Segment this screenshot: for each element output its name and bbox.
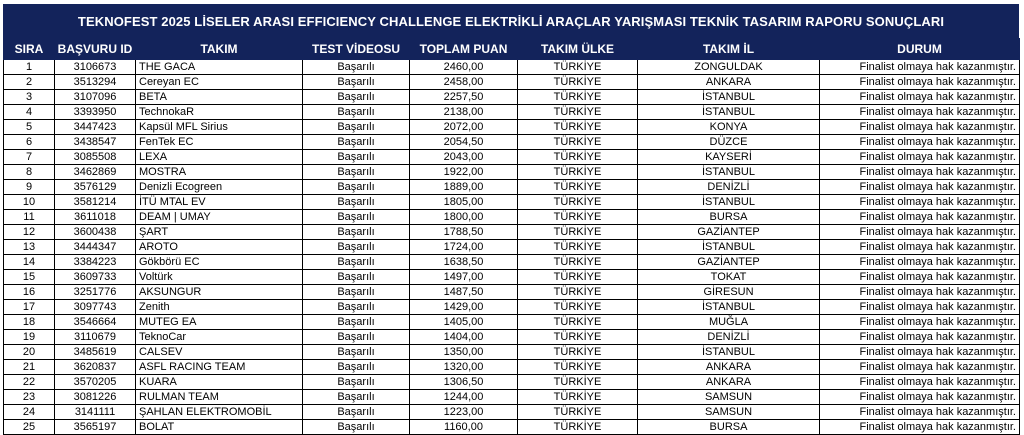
cell-basvuru-id: 3565197 <box>55 420 136 435</box>
results-sheet <box>3 4 1019 435</box>
cell-takim: TechnokaR <box>136 105 303 120</box>
cell-durum: Finalist olmaya hak kazanmıştır. <box>820 255 1020 270</box>
cell-durum: Finalist olmaya hak kazanmıştır. <box>820 270 1020 285</box>
cell-toplam-puan: 2460,00 <box>410 60 518 75</box>
table-row <box>4 90 1020 105</box>
cell-basvuru-id: 3447423 <box>55 120 136 135</box>
cell-takim-ulke: TÜRKİYE <box>518 180 638 195</box>
cell-durum: Finalist olmaya hak kazanmıştır. <box>820 195 1020 210</box>
cell-sira: 4 <box>4 105 55 120</box>
table-row <box>4 345 1020 360</box>
cell-toplam-puan: 1497,00 <box>410 270 518 285</box>
cell-takim-ulke: TÜRKİYE <box>518 75 638 90</box>
cell-takim-il: BURSA <box>638 420 820 435</box>
cell-basvuru-id: 3620837 <box>55 360 136 375</box>
table-row <box>4 255 1020 270</box>
cell-takim-ulke: TÜRKİYE <box>518 120 638 135</box>
table-row <box>4 360 1020 375</box>
cell-test-videosu: Başarılı <box>303 390 410 405</box>
cell-test-videosu: Başarılı <box>303 150 410 165</box>
table-row <box>4 135 1020 150</box>
cell-durum: Finalist olmaya hak kazanmıştır. <box>820 150 1020 165</box>
cell-sira: 5 <box>4 120 55 135</box>
column-header-basvuru-id: BAŞVURU ID <box>55 39 136 60</box>
cell-sira: 1 <box>4 60 55 75</box>
cell-basvuru-id: 3085508 <box>55 150 136 165</box>
table-row <box>4 60 1020 75</box>
cell-basvuru-id: 3513294 <box>55 75 136 90</box>
cell-sira: 11 <box>4 210 55 225</box>
cell-takim-ulke: TÜRKİYE <box>518 90 638 105</box>
cell-takim-il: SAMSUN <box>638 405 820 420</box>
cell-basvuru-id: 3576129 <box>55 180 136 195</box>
cell-takim-il: İSTANBUL <box>638 345 820 360</box>
cell-takim-il: İSTANBUL <box>638 300 820 315</box>
cell-takim: ŞAHLAN ELEKTROMOBİL <box>136 405 303 420</box>
table-row <box>4 165 1020 180</box>
cell-durum: Finalist olmaya hak kazanmıştır. <box>820 60 1020 75</box>
cell-basvuru-id: 3485619 <box>55 345 136 360</box>
cell-sira: 14 <box>4 255 55 270</box>
cell-sira: 19 <box>4 330 55 345</box>
cell-basvuru-id: 3384223 <box>55 255 136 270</box>
cell-basvuru-id: 3438547 <box>55 135 136 150</box>
cell-toplam-puan: 1223,00 <box>410 405 518 420</box>
table-row <box>4 375 1020 390</box>
cell-basvuru-id: 3106673 <box>55 60 136 75</box>
cell-sira: 21 <box>4 360 55 375</box>
cell-sira: 13 <box>4 240 55 255</box>
cell-sira: 12 <box>4 225 55 240</box>
cell-basvuru-id: 3609733 <box>55 270 136 285</box>
cell-durum: Finalist olmaya hak kazanmıştır. <box>820 180 1020 195</box>
cell-durum: Finalist olmaya hak kazanmıştır. <box>820 225 1020 240</box>
column-header-sira: SIRA <box>4 39 55 60</box>
cell-takim: CALSEV <box>136 345 303 360</box>
cell-toplam-puan: 1405,00 <box>410 315 518 330</box>
cell-takim-ulke: TÜRKİYE <box>518 150 638 165</box>
table-row <box>4 390 1020 405</box>
cell-sira: 22 <box>4 375 55 390</box>
cell-basvuru-id: 3107096 <box>55 90 136 105</box>
cell-takim-il: DENİZLİ <box>638 330 820 345</box>
cell-takim: AROTO <box>136 240 303 255</box>
table-row <box>4 240 1020 255</box>
cell-takim-ulke: TÜRKİYE <box>518 210 638 225</box>
cell-sira: 25 <box>4 420 55 435</box>
cell-toplam-puan: 1404,00 <box>410 330 518 345</box>
cell-takim-ulke: TÜRKİYE <box>518 300 638 315</box>
table-row <box>4 195 1020 210</box>
cell-takim-il: ANKARA <box>638 75 820 90</box>
cell-test-videosu: Başarılı <box>303 105 410 120</box>
cell-basvuru-id: 3570205 <box>55 375 136 390</box>
cell-durum: Finalist olmaya hak kazanmıştır. <box>820 240 1020 255</box>
cell-takim-il: BURSA <box>638 210 820 225</box>
cell-takim-il: GİRESUN <box>638 285 820 300</box>
column-header-durum: DURUM <box>820 39 1020 60</box>
cell-takim: RULMAN TEAM <box>136 390 303 405</box>
cell-takim-ulke: TÜRKİYE <box>518 105 638 120</box>
cell-takim-il: KAYSERİ <box>638 150 820 165</box>
cell-test-videosu: Başarılı <box>303 330 410 345</box>
cell-takim-ulke: TÜRKİYE <box>518 60 638 75</box>
cell-takim-ulke: TÜRKİYE <box>518 375 638 390</box>
cell-toplam-puan: 2072,00 <box>410 120 518 135</box>
table-row <box>4 105 1020 120</box>
column-header-takim-il: TAKIM İL <box>638 39 820 60</box>
cell-takim-il: KONYA <box>638 120 820 135</box>
cell-basvuru-id: 3611018 <box>55 210 136 225</box>
cell-toplam-puan: 1320,00 <box>410 360 518 375</box>
cell-test-videosu: Başarılı <box>303 405 410 420</box>
cell-basvuru-id: 3462869 <box>55 165 136 180</box>
cell-takim: ŞART <box>136 225 303 240</box>
results-table <box>3 38 1020 435</box>
cell-toplam-puan: 2458,00 <box>410 75 518 90</box>
cell-sira: 20 <box>4 345 55 360</box>
cell-toplam-puan: 2138,00 <box>410 105 518 120</box>
column-header-takim: TAKIM <box>136 39 303 60</box>
column-header-takim-ulke: TAKIM ÜLKE <box>518 39 638 60</box>
cell-sira: 3 <box>4 90 55 105</box>
cell-durum: Finalist olmaya hak kazanmıştır. <box>820 135 1020 150</box>
cell-takim-il: İSTANBUL <box>638 105 820 120</box>
cell-toplam-puan: 1800,00 <box>410 210 518 225</box>
cell-takim: Zenith <box>136 300 303 315</box>
table-row <box>4 315 1020 330</box>
cell-test-videosu: Başarılı <box>303 285 410 300</box>
cell-durum: Finalist olmaya hak kazanmıştır. <box>820 405 1020 420</box>
cell-durum: Finalist olmaya hak kazanmıştır. <box>820 75 1020 90</box>
cell-sira: 6 <box>4 135 55 150</box>
cell-toplam-puan: 1638,50 <box>410 255 518 270</box>
cell-test-videosu: Başarılı <box>303 315 410 330</box>
cell-takim-il: İSTANBUL <box>638 240 820 255</box>
cell-test-videosu: Başarılı <box>303 195 410 210</box>
cell-takim-ulke: TÜRKİYE <box>518 195 638 210</box>
cell-takim-il: SAMSUN <box>638 390 820 405</box>
cell-takim-ulke: TÜRKİYE <box>518 315 638 330</box>
table-row <box>4 285 1020 300</box>
cell-toplam-puan: 1922,00 <box>410 165 518 180</box>
cell-takim: LEXA <box>136 150 303 165</box>
cell-toplam-puan: 2257,50 <box>410 90 518 105</box>
cell-takim-ulke: TÜRKİYE <box>518 285 638 300</box>
cell-sira: 7 <box>4 150 55 165</box>
header-row <box>4 39 1020 60</box>
cell-basvuru-id: 3546664 <box>55 315 136 330</box>
cell-takim-il: ANKARA <box>638 375 820 390</box>
cell-sira: 10 <box>4 195 55 210</box>
cell-durum: Finalist olmaya hak kazanmıştır. <box>820 300 1020 315</box>
cell-takim-il: TOKAT <box>638 270 820 285</box>
column-header-toplam-puan: TOPLAM PUAN <box>410 39 518 60</box>
cell-basvuru-id: 3110679 <box>55 330 136 345</box>
cell-takim-il: DÜZCE <box>638 135 820 150</box>
cell-takim-ulke: TÜRKİYE <box>518 135 638 150</box>
cell-test-videosu: Başarılı <box>303 225 410 240</box>
cell-test-videosu: Başarılı <box>303 360 410 375</box>
cell-toplam-puan: 1429,00 <box>410 300 518 315</box>
cell-takim: DEAM | UMAY <box>136 210 303 225</box>
cell-sira: 9 <box>4 180 55 195</box>
cell-sira: 2 <box>4 75 55 90</box>
cell-takim-il: İSTANBUL <box>638 90 820 105</box>
cell-takim-il: ANKARA <box>638 360 820 375</box>
cell-test-videosu: Başarılı <box>303 90 410 105</box>
cell-basvuru-id: 3393950 <box>55 105 136 120</box>
cell-takim: THE GACA <box>136 60 303 75</box>
cell-takim-il: GAZİANTEP <box>638 255 820 270</box>
cell-takim: BOLAT <box>136 420 303 435</box>
table-row <box>4 420 1020 435</box>
cell-takim: İTÜ MTAL EV <box>136 195 303 210</box>
cell-toplam-puan: 1889,00 <box>410 180 518 195</box>
cell-test-videosu: Başarılı <box>303 135 410 150</box>
cell-takim-ulke: TÜRKİYE <box>518 270 638 285</box>
cell-toplam-puan: 1306,50 <box>410 375 518 390</box>
cell-basvuru-id: 3251776 <box>55 285 136 300</box>
cell-toplam-puan: 1724,00 <box>410 240 518 255</box>
table-row <box>4 180 1020 195</box>
cell-sira: 17 <box>4 300 55 315</box>
cell-basvuru-id: 3081226 <box>55 390 136 405</box>
cell-basvuru-id: 3141111 <box>55 405 136 420</box>
cell-durum: Finalist olmaya hak kazanmıştır. <box>820 165 1020 180</box>
cell-sira: 8 <box>4 165 55 180</box>
cell-test-videosu: Başarılı <box>303 420 410 435</box>
cell-takim-il: DENİZLİ <box>638 180 820 195</box>
cell-sira: 23 <box>4 390 55 405</box>
cell-test-videosu: Başarılı <box>303 300 410 315</box>
cell-basvuru-id: 3097743 <box>55 300 136 315</box>
cell-takim-ulke: TÜRKİYE <box>518 225 638 240</box>
cell-sira: 18 <box>4 315 55 330</box>
cell-test-videosu: Başarılı <box>303 165 410 180</box>
cell-test-videosu: Başarılı <box>303 345 410 360</box>
cell-durum: Finalist olmaya hak kazanmıştır. <box>820 420 1020 435</box>
cell-toplam-puan: 1350,00 <box>410 345 518 360</box>
table-body <box>4 60 1020 435</box>
cell-takim: MUTEG EA <box>136 315 303 330</box>
cell-test-videosu: Başarılı <box>303 180 410 195</box>
cell-test-videosu: Başarılı <box>303 240 410 255</box>
cell-toplam-puan: 1805,00 <box>410 195 518 210</box>
cell-durum: Finalist olmaya hak kazanmıştır. <box>820 105 1020 120</box>
cell-durum: Finalist olmaya hak kazanmıştır. <box>820 360 1020 375</box>
cell-durum: Finalist olmaya hak kazanmıştır. <box>820 120 1020 135</box>
table-row <box>4 330 1020 345</box>
cell-basvuru-id: 3581214 <box>55 195 136 210</box>
cell-takim: AKSUNGUR <box>136 285 303 300</box>
table-row <box>4 210 1020 225</box>
cell-test-videosu: Başarılı <box>303 375 410 390</box>
cell-sira: 16 <box>4 285 55 300</box>
cell-takim: BETA <box>136 90 303 105</box>
cell-basvuru-id: 3444347 <box>55 240 136 255</box>
cell-durum: Finalist olmaya hak kazanmıştır. <box>820 210 1020 225</box>
cell-sira: 24 <box>4 405 55 420</box>
cell-toplam-puan: 2043,00 <box>410 150 518 165</box>
table-row <box>4 120 1020 135</box>
cell-sira: 15 <box>4 270 55 285</box>
cell-takim-il: ZONGULDAK <box>638 60 820 75</box>
cell-durum: Finalist olmaya hak kazanmıştır. <box>820 315 1020 330</box>
table-row <box>4 150 1020 165</box>
cell-takim-ulke: TÜRKİYE <box>518 345 638 360</box>
cell-takim-ulke: TÜRKİYE <box>518 405 638 420</box>
cell-takim: MOSTRA <box>136 165 303 180</box>
table-row <box>4 225 1020 240</box>
cell-toplam-puan: 1788,50 <box>410 225 518 240</box>
column-header-test-videosu: TEST VİDEOSU <box>303 39 410 60</box>
cell-test-videosu: Başarılı <box>303 60 410 75</box>
cell-takim: FenTek EC <box>136 135 303 150</box>
table-row <box>4 405 1020 420</box>
cell-takim-il: MUĞLA <box>638 315 820 330</box>
cell-takim: Denizli Ecogreen <box>136 180 303 195</box>
cell-takim-ulke: TÜRKİYE <box>518 255 638 270</box>
cell-takim-ulke: TÜRKİYE <box>518 165 638 180</box>
cell-test-videosu: Başarılı <box>303 210 410 225</box>
cell-takim: Kapsül MFL Sirius <box>136 120 303 135</box>
cell-takim-il: İSTANBUL <box>638 195 820 210</box>
cell-takim-ulke: TÜRKİYE <box>518 360 638 375</box>
cell-test-videosu: Başarılı <box>303 75 410 90</box>
cell-takim-il: GAZİANTEP <box>638 225 820 240</box>
cell-toplam-puan: 1487,50 <box>410 285 518 300</box>
page-title: TEKNOFEST 2025 LİSELER ARASI EFFICIENCY CHALLENGE ELEKTRİKLİ ARAÇLAR YARIŞMASI TEKNİK TASARIM RAPORU SONUÇLARI <box>3 4 1019 38</box>
table-row <box>4 300 1020 315</box>
cell-takim: KUARA <box>136 375 303 390</box>
cell-toplam-puan: 1244,00 <box>410 390 518 405</box>
cell-durum: Finalist olmaya hak kazanmıştır. <box>820 285 1020 300</box>
cell-takim-il: İSTANBUL <box>638 165 820 180</box>
cell-durum: Finalist olmaya hak kazanmıştır. <box>820 375 1020 390</box>
cell-takim: ASFL RACING TEAM <box>136 360 303 375</box>
cell-takim: TeknoCar <box>136 330 303 345</box>
table-row <box>4 75 1020 90</box>
cell-durum: Finalist olmaya hak kazanmıştır. <box>820 345 1020 360</box>
cell-test-videosu: Başarılı <box>303 120 410 135</box>
cell-takim-ulke: TÜRKİYE <box>518 420 638 435</box>
cell-takim: Cereyan EC <box>136 75 303 90</box>
cell-takim: Voltürk <box>136 270 303 285</box>
cell-test-videosu: Başarılı <box>303 255 410 270</box>
cell-takim-ulke: TÜRKİYE <box>518 390 638 405</box>
cell-takim-ulke: TÜRKİYE <box>518 240 638 255</box>
table-row <box>4 270 1020 285</box>
cell-durum: Finalist olmaya hak kazanmıştır. <box>820 390 1020 405</box>
cell-durum: Finalist olmaya hak kazanmıştır. <box>820 90 1020 105</box>
cell-takim-ulke: TÜRKİYE <box>518 330 638 345</box>
cell-durum: Finalist olmaya hak kazanmıştır. <box>820 330 1020 345</box>
cell-takim: Gökbörü EC <box>136 255 303 270</box>
cell-toplam-puan: 2054,50 <box>410 135 518 150</box>
cell-toplam-puan: 1160,00 <box>410 420 518 435</box>
cell-basvuru-id: 3600438 <box>55 225 136 240</box>
cell-test-videosu: Başarılı <box>303 270 410 285</box>
